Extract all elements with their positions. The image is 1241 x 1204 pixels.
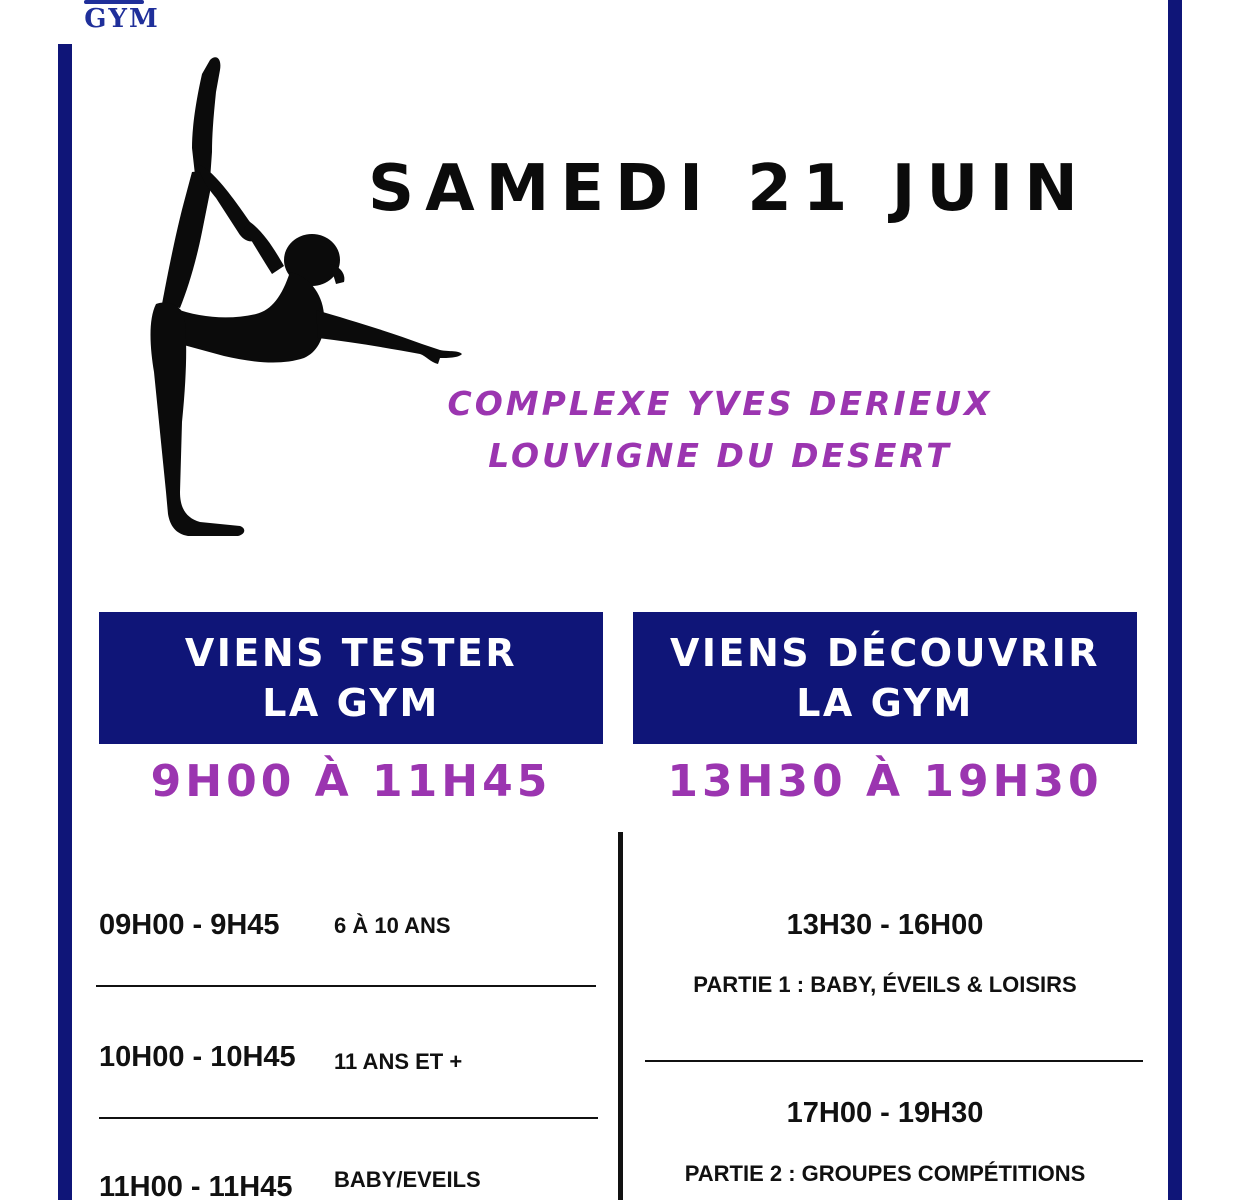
part-label: PARTIE 2 : GROUPES COMPÉTITIONS xyxy=(684,1161,1086,1186)
slot-time: 10H00 - 10H45 xyxy=(99,1041,296,1073)
venue-name: COMPLEXE YVES DERIEUX xyxy=(447,384,993,423)
left-border xyxy=(58,44,72,1200)
right-title-line1: VIENS DÉCOUVRIR xyxy=(669,631,1101,675)
venue-town: LOUVIGNE DU DESERT xyxy=(488,436,952,475)
slot-divider xyxy=(96,985,596,987)
part-divider xyxy=(645,1060,1143,1062)
left-time-range: 9H00 À 11H45 xyxy=(150,756,552,807)
slot-time: 11H00 - 11H45 xyxy=(99,1171,293,1203)
right-title-box xyxy=(633,612,1137,744)
part-time: 13H30 - 16H00 xyxy=(786,909,984,941)
left-title-box xyxy=(99,612,603,744)
column-divider xyxy=(618,832,623,1200)
right-time-range: 13H30 À 19H30 xyxy=(667,756,1103,807)
slot-label: 6 À 10 ANS xyxy=(334,913,451,938)
slot-label: BABY/EVEILS xyxy=(334,1167,481,1192)
event-date: SAMEDI 21 JUIN xyxy=(368,152,1089,226)
right-title-line2: LA GYM xyxy=(796,681,974,725)
left-title-line2: LA GYM xyxy=(262,681,440,725)
right-border xyxy=(1168,0,1182,1200)
logo-text: GYM xyxy=(84,4,160,34)
slot-time: 09H00 - 9H45 xyxy=(99,909,280,941)
part-label: PARTIE 1 : BABY, ÉVEILS & LOISIRS xyxy=(693,972,1077,997)
slot-label: 11 ANS ET + xyxy=(334,1049,463,1074)
part-time: 17H00 - 19H30 xyxy=(786,1097,984,1129)
left-title-line1: VIENS TESTER xyxy=(184,631,518,675)
gym-logo-icon xyxy=(74,0,170,38)
slot-divider xyxy=(99,1117,598,1119)
